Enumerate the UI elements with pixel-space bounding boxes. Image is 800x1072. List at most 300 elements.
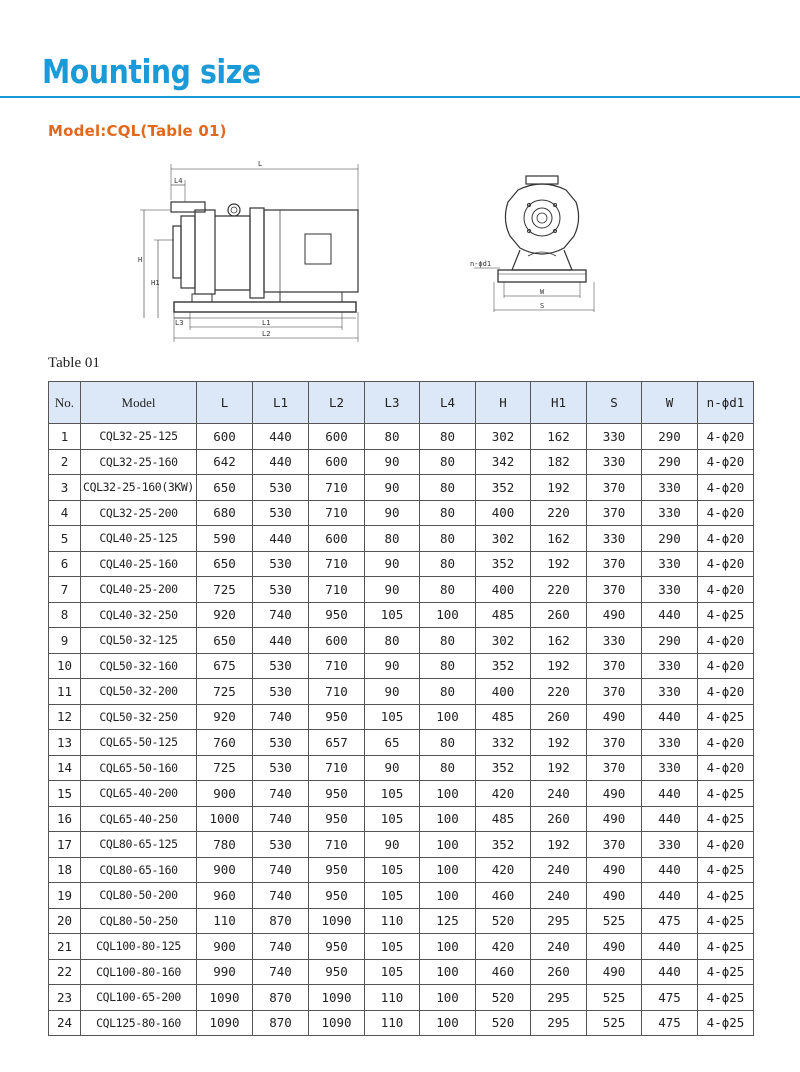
cell-L2: 710 (309, 475, 365, 501)
cell-H: 352 (476, 551, 531, 577)
cell-no: 24 (49, 1010, 81, 1036)
cell-H: 302 (476, 628, 531, 654)
header-no: No. (49, 382, 81, 424)
cell-L3: 90 (365, 475, 420, 501)
cell-L4: 125 (420, 908, 476, 934)
cell-W: 475 (642, 985, 698, 1011)
cell-no: 10 (49, 653, 81, 679)
cell-L: 960 (197, 883, 253, 909)
table-row (49, 730, 754, 756)
cell-H1: 192 (531, 755, 587, 781)
cell-L4: 80 (420, 679, 476, 705)
cell-L2: 600 (309, 628, 365, 654)
cell-L3: 105 (365, 704, 420, 730)
cell-S: 490 (587, 934, 642, 960)
cell-no: 20 (49, 908, 81, 934)
cell-n-d1: 4-ϕ25 (698, 959, 754, 985)
cell-model: CQL50-32-250 (81, 704, 197, 730)
cell-L2: 710 (309, 679, 365, 705)
cell-n-d1: 4-ϕ25 (698, 806, 754, 832)
mounting-size-table (48, 381, 754, 1036)
cell-S: 525 (587, 908, 642, 934)
cell-L2: 1090 (309, 985, 365, 1011)
cell-L3: 90 (365, 551, 420, 577)
cell-model: CQL100-65-200 (81, 985, 197, 1011)
cell-W: 440 (642, 781, 698, 807)
cell-model: CQL40-32-250 (81, 602, 197, 628)
cell-S: 490 (587, 781, 642, 807)
cell-L: 920 (197, 602, 253, 628)
cell-H: 352 (476, 755, 531, 781)
cell-L1: 740 (253, 883, 309, 909)
cell-L1: 740 (253, 704, 309, 730)
table-body (49, 424, 754, 1036)
cell-L2: 950 (309, 883, 365, 909)
cell-n-d1: 4-ϕ25 (698, 934, 754, 960)
cell-L3: 105 (365, 857, 420, 883)
cell-H: 485 (476, 704, 531, 730)
table-row (49, 781, 754, 807)
cell-W: 440 (642, 602, 698, 628)
cell-H: 352 (476, 475, 531, 501)
cell-L2: 950 (309, 781, 365, 807)
cell-S: 370 (587, 653, 642, 679)
cell-no: 15 (49, 781, 81, 807)
cell-L1: 530 (253, 500, 309, 526)
cell-n-d1: 4-ϕ25 (698, 857, 754, 883)
cell-L2: 1090 (309, 1010, 365, 1036)
cell-L1: 530 (253, 475, 309, 501)
dim-label-S: S (540, 302, 545, 310)
cell-L3: 90 (365, 755, 420, 781)
cell-S: 525 (587, 985, 642, 1011)
cell-S: 370 (587, 730, 642, 756)
cell-no: 16 (49, 806, 81, 832)
cell-L: 590 (197, 526, 253, 552)
cell-H1: 192 (531, 730, 587, 756)
cell-L3: 105 (365, 959, 420, 985)
cell-L3: 90 (365, 653, 420, 679)
dim-label-H1: H1 (151, 279, 160, 287)
table-row (49, 449, 754, 475)
cell-L: 725 (197, 755, 253, 781)
cell-L2: 710 (309, 500, 365, 526)
cell-L: 650 (197, 628, 253, 654)
page-title: Mounting size (42, 52, 261, 91)
cell-S: 490 (587, 857, 642, 883)
cell-L3: 105 (365, 602, 420, 628)
table-row (49, 985, 754, 1011)
cell-L1: 440 (253, 526, 309, 552)
cell-L3: 90 (365, 500, 420, 526)
table-row (49, 1010, 754, 1036)
cell-n-d1: 4-ϕ25 (698, 704, 754, 730)
cell-L4: 80 (420, 755, 476, 781)
table-row (49, 832, 754, 858)
table-row (49, 857, 754, 883)
dim-label-W: W (540, 288, 545, 296)
cell-H: 342 (476, 449, 531, 475)
cell-L1: 870 (253, 1010, 309, 1036)
cell-L: 642 (197, 449, 253, 475)
cell-no: 19 (49, 883, 81, 909)
cell-W: 440 (642, 806, 698, 832)
table-row (49, 577, 754, 603)
model-heading: Model:CQL(Table 01) (48, 122, 227, 140)
cell-no: 6 (49, 551, 81, 577)
cell-H: 352 (476, 653, 531, 679)
cell-H: 400 (476, 577, 531, 603)
cell-L1: 740 (253, 781, 309, 807)
header-L4: L4 (420, 382, 476, 424)
cell-S: 490 (587, 704, 642, 730)
cell-L2: 950 (309, 857, 365, 883)
cell-H: 420 (476, 934, 531, 960)
cell-L: 780 (197, 832, 253, 858)
header-model: Model (81, 382, 197, 424)
header-L2: L2 (309, 382, 365, 424)
cell-model: CQL40-25-160 (81, 551, 197, 577)
cell-L4: 100 (420, 704, 476, 730)
cell-H: 420 (476, 781, 531, 807)
cell-S: 370 (587, 679, 642, 705)
cell-no: 13 (49, 730, 81, 756)
cell-n-d1: 4-ϕ20 (698, 475, 754, 501)
cell-H1: 260 (531, 704, 587, 730)
cell-W: 440 (642, 934, 698, 960)
cell-no: 8 (49, 602, 81, 628)
cell-L3: 105 (365, 934, 420, 960)
cell-W: 475 (642, 908, 698, 934)
cell-no: 2 (49, 449, 81, 475)
cell-L2: 710 (309, 653, 365, 679)
header-n-d1: n-ϕd1 (698, 382, 754, 424)
cell-L: 725 (197, 577, 253, 603)
cell-L1: 740 (253, 857, 309, 883)
cell-H1: 192 (531, 551, 587, 577)
cell-L1: 530 (253, 755, 309, 781)
cell-L4: 80 (420, 424, 476, 450)
cell-S: 490 (587, 806, 642, 832)
cell-W: 440 (642, 883, 698, 909)
cell-W: 330 (642, 832, 698, 858)
cell-H1: 192 (531, 475, 587, 501)
cell-L3: 110 (365, 1010, 420, 1036)
cell-L3: 105 (365, 806, 420, 832)
header-L: L (197, 382, 253, 424)
cell-L4: 80 (420, 730, 476, 756)
cell-model: CQL65-50-160 (81, 755, 197, 781)
cell-W: 330 (642, 653, 698, 679)
cell-L2: 950 (309, 959, 365, 985)
cell-S: 370 (587, 475, 642, 501)
cell-L2: 710 (309, 551, 365, 577)
cell-L4: 100 (420, 602, 476, 628)
cell-L: 650 (197, 551, 253, 577)
cell-S: 330 (587, 449, 642, 475)
cell-L2: 950 (309, 934, 365, 960)
table-header-row (49, 382, 754, 424)
cell-H1: 260 (531, 806, 587, 832)
cell-H1: 162 (531, 526, 587, 552)
cell-H1: 240 (531, 781, 587, 807)
cell-H: 332 (476, 730, 531, 756)
cell-n-d1: 4-ϕ20 (698, 551, 754, 577)
cell-L4: 100 (420, 985, 476, 1011)
cell-n-d1: 4-ϕ20 (698, 832, 754, 858)
cell-H1: 295 (531, 1010, 587, 1036)
header-H1: H1 (531, 382, 587, 424)
cell-S: 370 (587, 551, 642, 577)
cell-L3: 90 (365, 449, 420, 475)
cell-n-d1: 4-ϕ20 (698, 653, 754, 679)
cell-L2: 950 (309, 602, 365, 628)
cell-L1: 530 (253, 551, 309, 577)
cell-n-d1: 4-ϕ20 (698, 730, 754, 756)
cell-H: 485 (476, 602, 531, 628)
header-H: H (476, 382, 531, 424)
cell-H1: 182 (531, 449, 587, 475)
cell-H1: 260 (531, 602, 587, 628)
table-row (49, 526, 754, 552)
cell-S: 330 (587, 526, 642, 552)
cell-L1: 740 (253, 602, 309, 628)
cell-W: 330 (642, 730, 698, 756)
cell-S: 490 (587, 959, 642, 985)
cell-no: 7 (49, 577, 81, 603)
cell-W: 330 (642, 577, 698, 603)
cell-S: 370 (587, 577, 642, 603)
cell-n-d1: 4-ϕ20 (698, 449, 754, 475)
cell-model: CQL80-50-200 (81, 883, 197, 909)
cell-H: 520 (476, 1010, 531, 1036)
cell-H: 400 (476, 500, 531, 526)
cell-W: 475 (642, 1010, 698, 1036)
cell-L3: 80 (365, 526, 420, 552)
cell-model: CQL32-25-200 (81, 500, 197, 526)
cell-model: CQL50-32-125 (81, 628, 197, 654)
cell-n-d1: 4-ϕ20 (698, 500, 754, 526)
cell-L: 650 (197, 475, 253, 501)
cell-model: CQL65-50-125 (81, 730, 197, 756)
cell-no: 22 (49, 959, 81, 985)
cell-model: CQL40-25-200 (81, 577, 197, 603)
table-row (49, 934, 754, 960)
cell-L4: 100 (420, 934, 476, 960)
cell-L: 900 (197, 781, 253, 807)
cell-n-d1: 4-ϕ20 (698, 679, 754, 705)
header-W: W (642, 382, 698, 424)
cell-no: 21 (49, 934, 81, 960)
cell-H: 400 (476, 679, 531, 705)
cell-L4: 100 (420, 857, 476, 883)
cell-model: CQL65-40-250 (81, 806, 197, 832)
cell-n-d1: 4-ϕ20 (698, 755, 754, 781)
cell-no: 18 (49, 857, 81, 883)
header-L3: L3 (365, 382, 420, 424)
header-S: S (587, 382, 642, 424)
cell-L3: 80 (365, 424, 420, 450)
cell-model: CQL100-80-160 (81, 959, 197, 985)
cell-H1: 220 (531, 577, 587, 603)
cell-L1: 530 (253, 577, 309, 603)
cell-model: CQL32-25-125 (81, 424, 197, 450)
cell-L4: 80 (420, 628, 476, 654)
cell-S: 490 (587, 883, 642, 909)
cell-L2: 950 (309, 806, 365, 832)
cell-L3: 90 (365, 679, 420, 705)
cell-H1: 220 (531, 679, 587, 705)
cell-no: 23 (49, 985, 81, 1011)
header-L1: L1 (253, 382, 309, 424)
cell-W: 290 (642, 424, 698, 450)
cell-no: 11 (49, 679, 81, 705)
cell-L2: 710 (309, 832, 365, 858)
cell-L: 760 (197, 730, 253, 756)
cell-W: 330 (642, 500, 698, 526)
cell-n-d1: 4-ϕ20 (698, 526, 754, 552)
cell-H: 302 (476, 424, 531, 450)
cell-H1: 192 (531, 653, 587, 679)
cell-L: 675 (197, 653, 253, 679)
cell-S: 330 (587, 628, 642, 654)
cell-L1: 440 (253, 424, 309, 450)
cell-L4: 100 (420, 806, 476, 832)
cell-L4: 100 (420, 832, 476, 858)
cell-H: 420 (476, 857, 531, 883)
cell-model: CQL50-32-200 (81, 679, 197, 705)
cell-W: 440 (642, 857, 698, 883)
cell-model: CQL40-25-125 (81, 526, 197, 552)
cell-no: 1 (49, 424, 81, 450)
cell-L2: 710 (309, 755, 365, 781)
cell-model: CQL80-50-250 (81, 908, 197, 934)
cell-W: 290 (642, 449, 698, 475)
cell-no: 17 (49, 832, 81, 858)
cell-L: 900 (197, 857, 253, 883)
cell-n-d1: 4-ϕ25 (698, 602, 754, 628)
cell-S: 490 (587, 602, 642, 628)
cell-H1: 162 (531, 628, 587, 654)
cell-L1: 740 (253, 934, 309, 960)
cell-L3: 110 (365, 908, 420, 934)
cell-model: CQL80-65-125 (81, 832, 197, 858)
cell-L4: 80 (420, 653, 476, 679)
cell-L2: 710 (309, 577, 365, 603)
cell-n-d1: 4-ϕ20 (698, 577, 754, 603)
cell-H1: 240 (531, 857, 587, 883)
cell-L3: 80 (365, 628, 420, 654)
dim-label-L1: L1 (262, 319, 271, 327)
cell-L: 1090 (197, 985, 253, 1011)
cell-W: 330 (642, 475, 698, 501)
table-row (49, 602, 754, 628)
cell-H1: 295 (531, 908, 587, 934)
cell-L1: 740 (253, 959, 309, 985)
pump-side-view-drawing (130, 152, 370, 352)
cell-L4: 80 (420, 551, 476, 577)
cell-L: 900 (197, 934, 253, 960)
table-row (49, 475, 754, 501)
table-caption: Table 01 (48, 355, 100, 371)
dim-label-L: L (258, 160, 263, 168)
cell-model: CQL125-80-160 (81, 1010, 197, 1036)
pump-end-view-drawing (468, 170, 608, 320)
cell-n-d1: 4-ϕ20 (698, 424, 754, 450)
cell-L4: 80 (420, 500, 476, 526)
cell-L: 600 (197, 424, 253, 450)
cell-H: 302 (476, 526, 531, 552)
cell-L: 1000 (197, 806, 253, 832)
cell-H1: 295 (531, 985, 587, 1011)
cell-L1: 530 (253, 832, 309, 858)
cell-L: 680 (197, 500, 253, 526)
cell-W: 330 (642, 679, 698, 705)
cell-L4: 80 (420, 449, 476, 475)
cell-L1: 870 (253, 908, 309, 934)
cell-L4: 100 (420, 959, 476, 985)
cell-L3: 105 (365, 883, 420, 909)
cell-n-d1: 4-ϕ25 (698, 883, 754, 909)
cell-L1: 530 (253, 730, 309, 756)
cell-L1: 740 (253, 806, 309, 832)
cell-model: CQL80-65-160 (81, 857, 197, 883)
cell-L1: 440 (253, 628, 309, 654)
cell-no: 3 (49, 475, 81, 501)
cell-model: CQL65-40-200 (81, 781, 197, 807)
cell-S: 370 (587, 500, 642, 526)
dim-label-L4: L4 (174, 177, 183, 185)
cell-H: 520 (476, 985, 531, 1011)
cell-L4: 100 (420, 781, 476, 807)
cell-L2: 1090 (309, 908, 365, 934)
cell-L4: 80 (420, 475, 476, 501)
cell-W: 290 (642, 526, 698, 552)
dim-label-L2: L2 (262, 330, 271, 338)
cell-H1: 240 (531, 934, 587, 960)
cell-H1: 220 (531, 500, 587, 526)
cell-S: 370 (587, 755, 642, 781)
cell-H: 520 (476, 908, 531, 934)
cell-model: CQL32-25-160(3KW) (81, 475, 197, 501)
cell-L3: 110 (365, 985, 420, 1011)
cell-H1: 192 (531, 832, 587, 858)
cell-no: 14 (49, 755, 81, 781)
cell-n-d1: 4-ϕ25 (698, 1010, 754, 1036)
cell-model: CQL50-32-160 (81, 653, 197, 679)
cell-L3: 90 (365, 577, 420, 603)
cell-W: 330 (642, 755, 698, 781)
dim-label-L3: L3 (175, 319, 184, 327)
cell-H: 460 (476, 883, 531, 909)
cell-W: 290 (642, 628, 698, 654)
table-row (49, 679, 754, 705)
cell-S: 370 (587, 832, 642, 858)
cell-W: 330 (642, 551, 698, 577)
cell-n-d1: 4-ϕ25 (698, 908, 754, 934)
cell-H: 460 (476, 959, 531, 985)
cell-L1: 530 (253, 653, 309, 679)
cell-L: 990 (197, 959, 253, 985)
cell-L1: 440 (253, 449, 309, 475)
cell-H: 352 (476, 832, 531, 858)
cell-L3: 65 (365, 730, 420, 756)
cell-n-d1: 4-ϕ25 (698, 781, 754, 807)
table-row (49, 424, 754, 450)
cell-n-d1: 4-ϕ25 (698, 985, 754, 1011)
cell-L3: 105 (365, 781, 420, 807)
table-row (49, 653, 754, 679)
